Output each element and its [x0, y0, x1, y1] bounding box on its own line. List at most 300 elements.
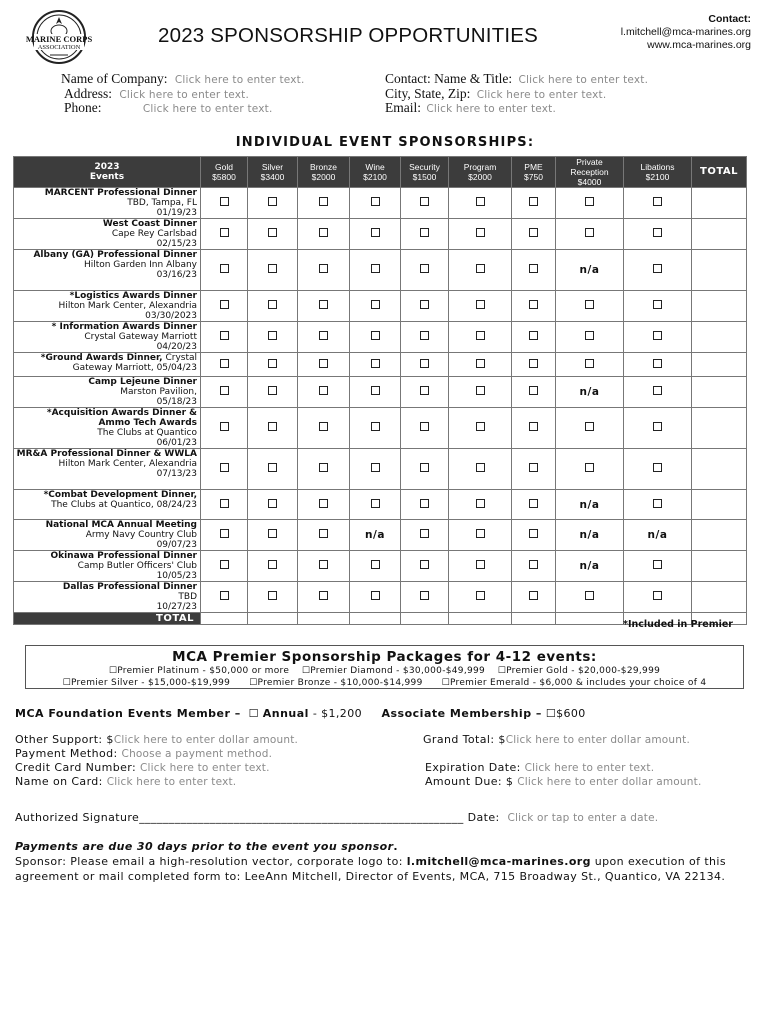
sponsorship-checkbox[interactable] [268, 422, 277, 431]
premier-packages-box [25, 645, 744, 689]
sponsorship-checkbox[interactable] [319, 560, 328, 569]
event-detail: Hilton Mark Center, Alexandria [58, 459, 197, 469]
sponsorship-checkbox[interactable] [319, 422, 328, 431]
sponsorship-checkbox[interactable] [585, 228, 594, 237]
sponsorship-checkbox[interactable] [319, 228, 328, 237]
sponsorship-cell [556, 490, 624, 520]
sponsorship-cell [624, 219, 692, 250]
sponsorship-cell [201, 250, 248, 291]
sponsorship-checkbox[interactable] [653, 560, 662, 569]
sponsorship-cell [298, 188, 350, 219]
other-support-label: Other Support: $ [15, 733, 114, 746]
sponsorship-checkbox[interactable] [371, 331, 380, 340]
contact-name-label: Contact: Name & Title: [385, 71, 513, 86]
annual-checkbox[interactable]: ☐ [248, 707, 259, 720]
sponsorship-cell [298, 353, 350, 377]
sponsorship-checkbox[interactable] [476, 359, 485, 368]
row-total-field[interactable] [692, 353, 747, 377]
sponsorship-checkbox[interactable] [653, 422, 662, 431]
sponsorship-checkbox[interactable] [653, 197, 662, 206]
payment-terms: Payments are due 30 days prior to the event you sponsor. Sponsor: Please email a high-resolution vector, corporate logo to: l.mitchell@mca-marines.org upon execution of this agreement or mail completed form to: LeeAnn Mitchell, Director of Events, MCA, 715 Broadway St., Quantico, VA 22134. [15, 839, 755, 884]
sponsorship-checkbox[interactable] [585, 359, 594, 368]
sponsorship-cell [298, 520, 350, 551]
premier-platinum-option[interactable]: ☐Premier Platinum - $50,000 or more [108, 666, 290, 676]
card-number-field[interactable]: Click here to enter text. [140, 762, 270, 774]
row-total-field[interactable] [692, 291, 747, 322]
sponsorship-cell [401, 490, 449, 520]
sponsorship-checkbox[interactable] [268, 463, 277, 472]
row-total-field[interactable] [692, 408, 747, 449]
sponsorship-checkbox[interactable] [529, 386, 538, 395]
sponsorship-checkbox[interactable] [476, 591, 485, 600]
row-total-field[interactable] [692, 490, 747, 520]
event-detail: Crystal Gateway Marriott [84, 332, 197, 342]
sponsorship-cell [350, 520, 401, 551]
event-row [14, 490, 747, 520]
sponsorship-checkbox[interactable] [420, 359, 429, 368]
sponsorship-cell [350, 449, 401, 490]
event-row [14, 449, 747, 490]
sponsorship-checkbox[interactable] [476, 331, 485, 340]
contact-name-field[interactable]: Click here to enter text. [518, 74, 649, 86]
sponsorship-cell [248, 551, 298, 582]
event-row [14, 353, 747, 377]
sponsorship-cell [248, 322, 298, 353]
event-cell [14, 188, 201, 219]
sponsorship-checkbox[interactable] [420, 331, 429, 340]
address-label: Address: [64, 86, 112, 101]
event-cell [14, 377, 201, 408]
contact-email[interactable]: l.mitchell@mca-marines.org [620, 26, 751, 38]
sponsorship-cell [624, 353, 692, 377]
sponsorship-checkbox[interactable] [585, 463, 594, 472]
contact-name-row [385, 71, 648, 87]
sponsorship-checkbox[interactable] [371, 197, 380, 206]
sponsorship-cell [624, 377, 692, 408]
sponsorship-checkbox[interactable] [529, 300, 538, 309]
sponsorship-checkbox[interactable] [529, 499, 538, 508]
sponsorship-checkbox[interactable] [220, 422, 229, 431]
column-total-field[interactable] [298, 613, 350, 625]
sponsorship-cell [449, 582, 512, 613]
sponsorship-checkbox[interactable] [476, 197, 485, 206]
sponsor-prefix: Sponsor: Please email a high-resolution vector, corporate logo to: [15, 855, 403, 868]
sponsorship-cell [449, 377, 512, 408]
premier-bronze-option[interactable]: ☐Premier Bronze - $10,000-$14,999 [249, 678, 423, 688]
sponsorship-checkbox[interactable] [371, 300, 380, 309]
event-name: *Ground Awards Dinner, [40, 353, 163, 363]
sponsorship-checkbox[interactable] [268, 529, 277, 538]
date-field[interactable]: Click or tap to enter a date. [507, 812, 659, 824]
sponsorship-checkbox[interactable] [220, 228, 229, 237]
sponsorship-cell [556, 377, 624, 408]
other-support-field[interactable]: Click here to enter dollar amount. [113, 734, 299, 746]
sponsorship-checkbox[interactable] [585, 300, 594, 309]
sponsorship-checkbox[interactable] [319, 197, 328, 206]
table-header-row [14, 157, 747, 188]
premier-diamond-option[interactable]: ☐Premier Diamond - $30,000-$49,999 [301, 666, 486, 676]
sponsorship-checkbox[interactable] [476, 463, 485, 472]
events-header-year: 2023 [94, 162, 120, 172]
sponsorship-cell [512, 291, 556, 322]
event-detail: Cape Rey Carlsbad [111, 229, 197, 239]
city-label: City, State, Zip: [385, 86, 471, 101]
contact-website[interactable]: www.mca-marines.org [647, 39, 751, 51]
page-title: 2023 SPONSORSHIP OPPORTUNITIES [158, 24, 539, 47]
sponsorship-cell [298, 449, 350, 490]
event-detail: Camp Butler Officers' Club [77, 561, 197, 571]
sponsorship-checkbox[interactable] [476, 300, 485, 309]
event-detail: 01/19/23 [156, 208, 197, 218]
sponsorship-cell [248, 377, 298, 408]
event-name: National MCA Annual Meeting [45, 520, 197, 530]
event-detail: 07/13/23 [156, 469, 197, 479]
sponsorship-cell [401, 291, 449, 322]
sponsorship-checkbox[interactable] [319, 529, 328, 538]
sponsorship-checkbox[interactable] [653, 463, 662, 472]
city-field[interactable]: Click here to enter text. [476, 89, 607, 101]
sponsorship-cell [401, 322, 449, 353]
sponsorship-checkbox[interactable] [653, 591, 662, 600]
sponsorship-cell [248, 520, 298, 551]
event-cell [14, 520, 201, 551]
row-total-field[interactable] [692, 322, 747, 353]
sponsorship-cell [449, 520, 512, 551]
sponsorship-cell [512, 582, 556, 613]
event-cell [14, 490, 201, 520]
sponsorship-checkbox[interactable] [371, 591, 380, 600]
sponsorship-cell [201, 188, 248, 219]
sponsorship-checkbox[interactable] [420, 529, 429, 538]
sponsorship-cell [350, 188, 401, 219]
sponsorship-checkbox[interactable] [529, 560, 538, 569]
events-header [14, 157, 201, 188]
sponsorship-checkbox[interactable] [268, 228, 277, 237]
event-name: MARCENT Professional Dinner [44, 188, 197, 198]
email-field[interactable]: Click here to enter text. [426, 103, 557, 115]
sponsorship-checkbox[interactable] [420, 264, 429, 273]
sponsorship-checkbox[interactable] [653, 264, 662, 273]
sponsorship-cell [350, 551, 401, 582]
row-total-field[interactable] [692, 551, 747, 582]
sponsorship-checkbox[interactable] [653, 331, 662, 340]
expiration-row [425, 761, 654, 774]
premier-gold-option[interactable]: ☐Premier Gold - $20,000-$29,999 [497, 666, 661, 676]
event-detail: Crystal Gateway Marriott, 05/04/23 [72, 353, 197, 373]
event-cell [14, 291, 201, 322]
sponsorship-checkbox[interactable] [420, 300, 429, 309]
sponsorship-checkbox[interactable] [319, 264, 328, 273]
sponsorship-checkbox[interactable] [420, 228, 429, 237]
event-name: *Acquisition Awards Dinner & Ammo Tech Awards [46, 408, 197, 428]
sponsorship-checkbox[interactable] [529, 264, 538, 273]
sponsorship-cell [298, 219, 350, 250]
email-row [385, 100, 556, 116]
sponsorship-checkbox[interactable] [653, 386, 662, 395]
sponsorship-checkbox[interactable] [476, 228, 485, 237]
svg-text:MARINE CORPS: MARINE CORPS [25, 34, 93, 44]
sponsorship-cell [624, 408, 692, 449]
sponsorship-checkbox[interactable] [371, 463, 380, 472]
payment-method-row [15, 747, 272, 760]
sponsorship-checkbox[interactable] [268, 331, 277, 340]
sponsorship-checkbox[interactable] [585, 197, 594, 206]
sponsorship-checkbox[interactable] [220, 331, 229, 340]
sponsorship-checkbox[interactable] [220, 499, 229, 508]
sponsorship-checkbox[interactable] [476, 422, 485, 431]
premier-title: MCA Premier Sponsorship Packages for 4-12 events: [172, 649, 597, 665]
row-total-field[interactable] [692, 582, 747, 613]
sponsorship-cell [624, 250, 692, 291]
col-security: Security $1500 [401, 157, 449, 188]
sponsorship-cell [401, 408, 449, 449]
col-private-reception: Private Reception $4000 [556, 157, 624, 188]
premier-emerald-option[interactable]: ☐Premier Emerald - $6,000 & includes your choice of 4 [441, 678, 707, 688]
premier-line-1 [26, 665, 743, 677]
sponsorship-checkbox[interactable] [268, 386, 277, 395]
sponsorship-checkbox[interactable] [220, 560, 229, 569]
sponsorship-cell [248, 188, 298, 219]
company-name-label: Name of Company: [61, 71, 168, 86]
sponsorship-checkbox[interactable] [220, 197, 229, 206]
amount-due-field[interactable]: Click here to enter dollar amount. [517, 776, 702, 788]
sponsorship-checkbox[interactable] [371, 386, 380, 395]
row-total-field[interactable] [692, 449, 747, 490]
sponsorship-checkbox[interactable] [476, 264, 485, 273]
card-number-label: Credit Card Number: [15, 761, 137, 774]
sponsorship-checkbox[interactable] [420, 591, 429, 600]
column-total-field[interactable] [401, 613, 449, 625]
sponsorship-checkbox[interactable] [268, 560, 277, 569]
sponsor-instructions [15, 854, 755, 884]
column-total-field[interactable] [449, 613, 512, 625]
event-name: Camp Lejeune Dinner [88, 377, 197, 387]
sponsorship-cell [350, 582, 401, 613]
event-detail: 02/15/23 [156, 239, 197, 249]
signature-line[interactable]: _______________________________________________________ [139, 811, 464, 824]
event-detail: 03/30/2023 [145, 311, 197, 321]
sponsorship-checkbox[interactable] [585, 422, 594, 431]
sponsorship-checkbox[interactable] [319, 386, 328, 395]
sponsorship-checkbox[interactable] [653, 499, 662, 508]
sponsorship-checkbox[interactable] [371, 560, 380, 569]
sponsorship-checkbox[interactable] [268, 591, 277, 600]
sponsorship-checkbox[interactable] [319, 591, 328, 600]
associate-membership-label: Associate Membership – [381, 707, 542, 720]
sponsorship-cell [201, 582, 248, 613]
sponsorship-checkbox[interactable] [529, 463, 538, 472]
sponsorship-checkbox[interactable] [420, 463, 429, 472]
row-total-field[interactable] [692, 520, 747, 551]
sponsorship-checkbox[interactable] [653, 228, 662, 237]
sponsorship-checkbox[interactable] [420, 386, 429, 395]
event-name: *Logistics Awards Dinner [69, 291, 197, 301]
sponsorship-checkbox[interactable] [220, 386, 229, 395]
sponsorship-checkbox[interactable] [268, 300, 277, 309]
event-row [14, 582, 747, 613]
sponsorship-cell [512, 377, 556, 408]
company-name-field[interactable]: Click here to enter text. [174, 74, 305, 86]
event-row [14, 408, 747, 449]
signature-label: Authorized Signature [15, 811, 140, 824]
sponsorship-cell [449, 219, 512, 250]
sponsorship-checkbox[interactable] [268, 359, 277, 368]
sponsorship-checkbox[interactable] [529, 422, 538, 431]
sponsorship-cell [624, 322, 692, 353]
premier-silver-option[interactable]: ☐Premier Silver - $15,000-$19,999 [62, 678, 231, 688]
sponsorship-cell [298, 322, 350, 353]
sponsorship-checkbox[interactable] [585, 591, 594, 600]
sponsorship-cell [350, 353, 401, 377]
sponsorship-cell [512, 322, 556, 353]
sponsorship-cell [350, 408, 401, 449]
foundation-member-label: MCA Foundation Events Member – [15, 707, 241, 720]
sponsorship-cell [201, 291, 248, 322]
sponsorship-checkbox[interactable] [220, 463, 229, 472]
sponsorship-cell [350, 490, 401, 520]
grand-total-field[interactable]: Click here to enter dollar amount. [505, 734, 690, 746]
sponsorship-checkbox[interactable] [529, 228, 538, 237]
sponsorship-cell [556, 291, 624, 322]
sponsorship-cell [556, 582, 624, 613]
column-total-field[interactable] [201, 613, 248, 625]
not-available-label: n/a [365, 529, 385, 541]
sponsorship-checkbox[interactable] [420, 499, 429, 508]
sponsorship-checkbox[interactable] [220, 264, 229, 273]
phone-field[interactable]: Click here to enter text. [142, 103, 273, 115]
event-cell [14, 551, 201, 582]
signature-row [15, 811, 658, 824]
event-detail: 10/05/23 [156, 571, 197, 581]
sponsorship-checkbox[interactable] [420, 197, 429, 206]
event-detail: TBD, Tampa, FL [127, 198, 197, 208]
sponsorship-checkbox[interactable] [319, 463, 328, 472]
premier-line-2 [26, 677, 743, 689]
sponsorship-checkbox[interactable] [371, 422, 380, 431]
sponsorship-cell [449, 322, 512, 353]
row-total-field[interactable] [692, 188, 747, 219]
sponsorship-checkbox[interactable] [319, 300, 328, 309]
sponsorship-checkbox[interactable] [476, 386, 485, 395]
row-total-field[interactable] [692, 250, 747, 291]
sponsorship-checkbox[interactable] [371, 499, 380, 508]
sponsorship-cell [556, 322, 624, 353]
sponsorship-checkbox[interactable] [476, 499, 485, 508]
payment-method-label: Payment Method: [15, 747, 118, 760]
name-on-card-field[interactable]: Click here to enter text. [106, 776, 237, 788]
sponsorship-cell [248, 490, 298, 520]
sponsorship-checkbox[interactable] [529, 529, 538, 538]
sponsor-email-link[interactable]: l.mitchell@mca-marines.org [406, 855, 591, 868]
payment-method-select[interactable]: Choose a payment method. [121, 748, 273, 760]
sponsorship-cell [556, 520, 624, 551]
sponsorship-cell [201, 551, 248, 582]
sponsorship-cell [512, 490, 556, 520]
sponsorship-checkbox[interactable] [268, 197, 277, 206]
event-row [14, 377, 747, 408]
sponsorship-checkbox[interactable] [585, 331, 594, 340]
sponsorship-checkbox[interactable] [529, 591, 538, 600]
sponsorship-cell [624, 582, 692, 613]
event-cell [14, 322, 201, 353]
event-detail: 05/18/23 [156, 397, 197, 407]
col-pme: PME $750 [512, 157, 556, 188]
column-total-field[interactable] [350, 613, 401, 625]
sponsorship-cell [201, 322, 248, 353]
sponsorship-checkbox[interactable] [268, 499, 277, 508]
sponsorship-cell [298, 250, 350, 291]
sponsorship-checkbox[interactable] [268, 264, 277, 273]
sponsorship-cell [624, 520, 692, 551]
row-total-field[interactable] [692, 219, 747, 250]
event-detail: The Clubs at Quantico, 08/24/23 [51, 500, 197, 510]
sponsorship-cell [449, 449, 512, 490]
sponsorship-checkbox[interactable] [529, 331, 538, 340]
sponsorship-cell [298, 551, 350, 582]
sponsorship-cell [248, 582, 298, 613]
not-available-label: n/a [579, 264, 600, 276]
sponsorship-checkbox[interactable] [529, 359, 538, 368]
sponsorship-cell [624, 551, 692, 582]
sponsorship-checkbox[interactable] [420, 422, 429, 431]
phone-label: Phone: [64, 100, 102, 115]
expiration-field[interactable]: Click here to enter text. [524, 762, 655, 774]
sponsorship-cell [449, 408, 512, 449]
row-total-field[interactable] [692, 377, 747, 408]
amount-due-label: Amount Due: $ [425, 775, 514, 788]
event-name: Dallas Professional Dinner [62, 582, 197, 592]
event-detail: 04/20/23 [156, 342, 197, 352]
sponsorship-checkbox[interactable] [653, 300, 662, 309]
sponsorship-cell [298, 377, 350, 408]
sponsorship-checkbox[interactable] [319, 499, 328, 508]
header-contact [621, 13, 751, 52]
sponsorship-cell [556, 408, 624, 449]
associate-checkbox[interactable]: ☐ [545, 707, 557, 720]
sponsorship-checkbox[interactable] [319, 331, 328, 340]
sponsorship-checkbox[interactable] [371, 359, 380, 368]
sponsorship-cell [401, 582, 449, 613]
sponsorship-cell [512, 188, 556, 219]
sponsorship-checkbox[interactable] [220, 591, 229, 600]
sponsorship-checkbox[interactable] [220, 529, 229, 538]
contact-label: Contact: [708, 13, 751, 25]
address-field[interactable]: Click here to enter text. [119, 89, 250, 101]
phone-row [64, 100, 273, 116]
events-table-body [14, 188, 747, 625]
sponsorship-checkbox[interactable] [420, 560, 429, 569]
column-total-field[interactable] [556, 613, 624, 625]
sponsorship-checkbox[interactable] [371, 264, 380, 273]
sponsorship-cell [401, 520, 449, 551]
sponsorship-cell [201, 353, 248, 377]
event-row [14, 250, 747, 291]
column-total-field[interactable] [512, 613, 556, 625]
sponsorship-cell [449, 291, 512, 322]
column-total-field[interactable] [248, 613, 298, 625]
event-row [14, 219, 747, 250]
sponsorship-checkbox[interactable] [653, 359, 662, 368]
sponsorship-checkbox[interactable] [476, 560, 485, 569]
sponsorship-checkbox[interactable] [529, 197, 538, 206]
sponsorship-checkbox[interactable] [371, 228, 380, 237]
sponsorship-checkbox[interactable] [220, 300, 229, 309]
sponsorship-checkbox[interactable] [220, 359, 229, 368]
sponsorship-cell [556, 219, 624, 250]
sponsorship-cell [350, 322, 401, 353]
sponsorship-checkbox[interactable] [476, 529, 485, 538]
sponsorship-checkbox[interactable] [319, 359, 328, 368]
